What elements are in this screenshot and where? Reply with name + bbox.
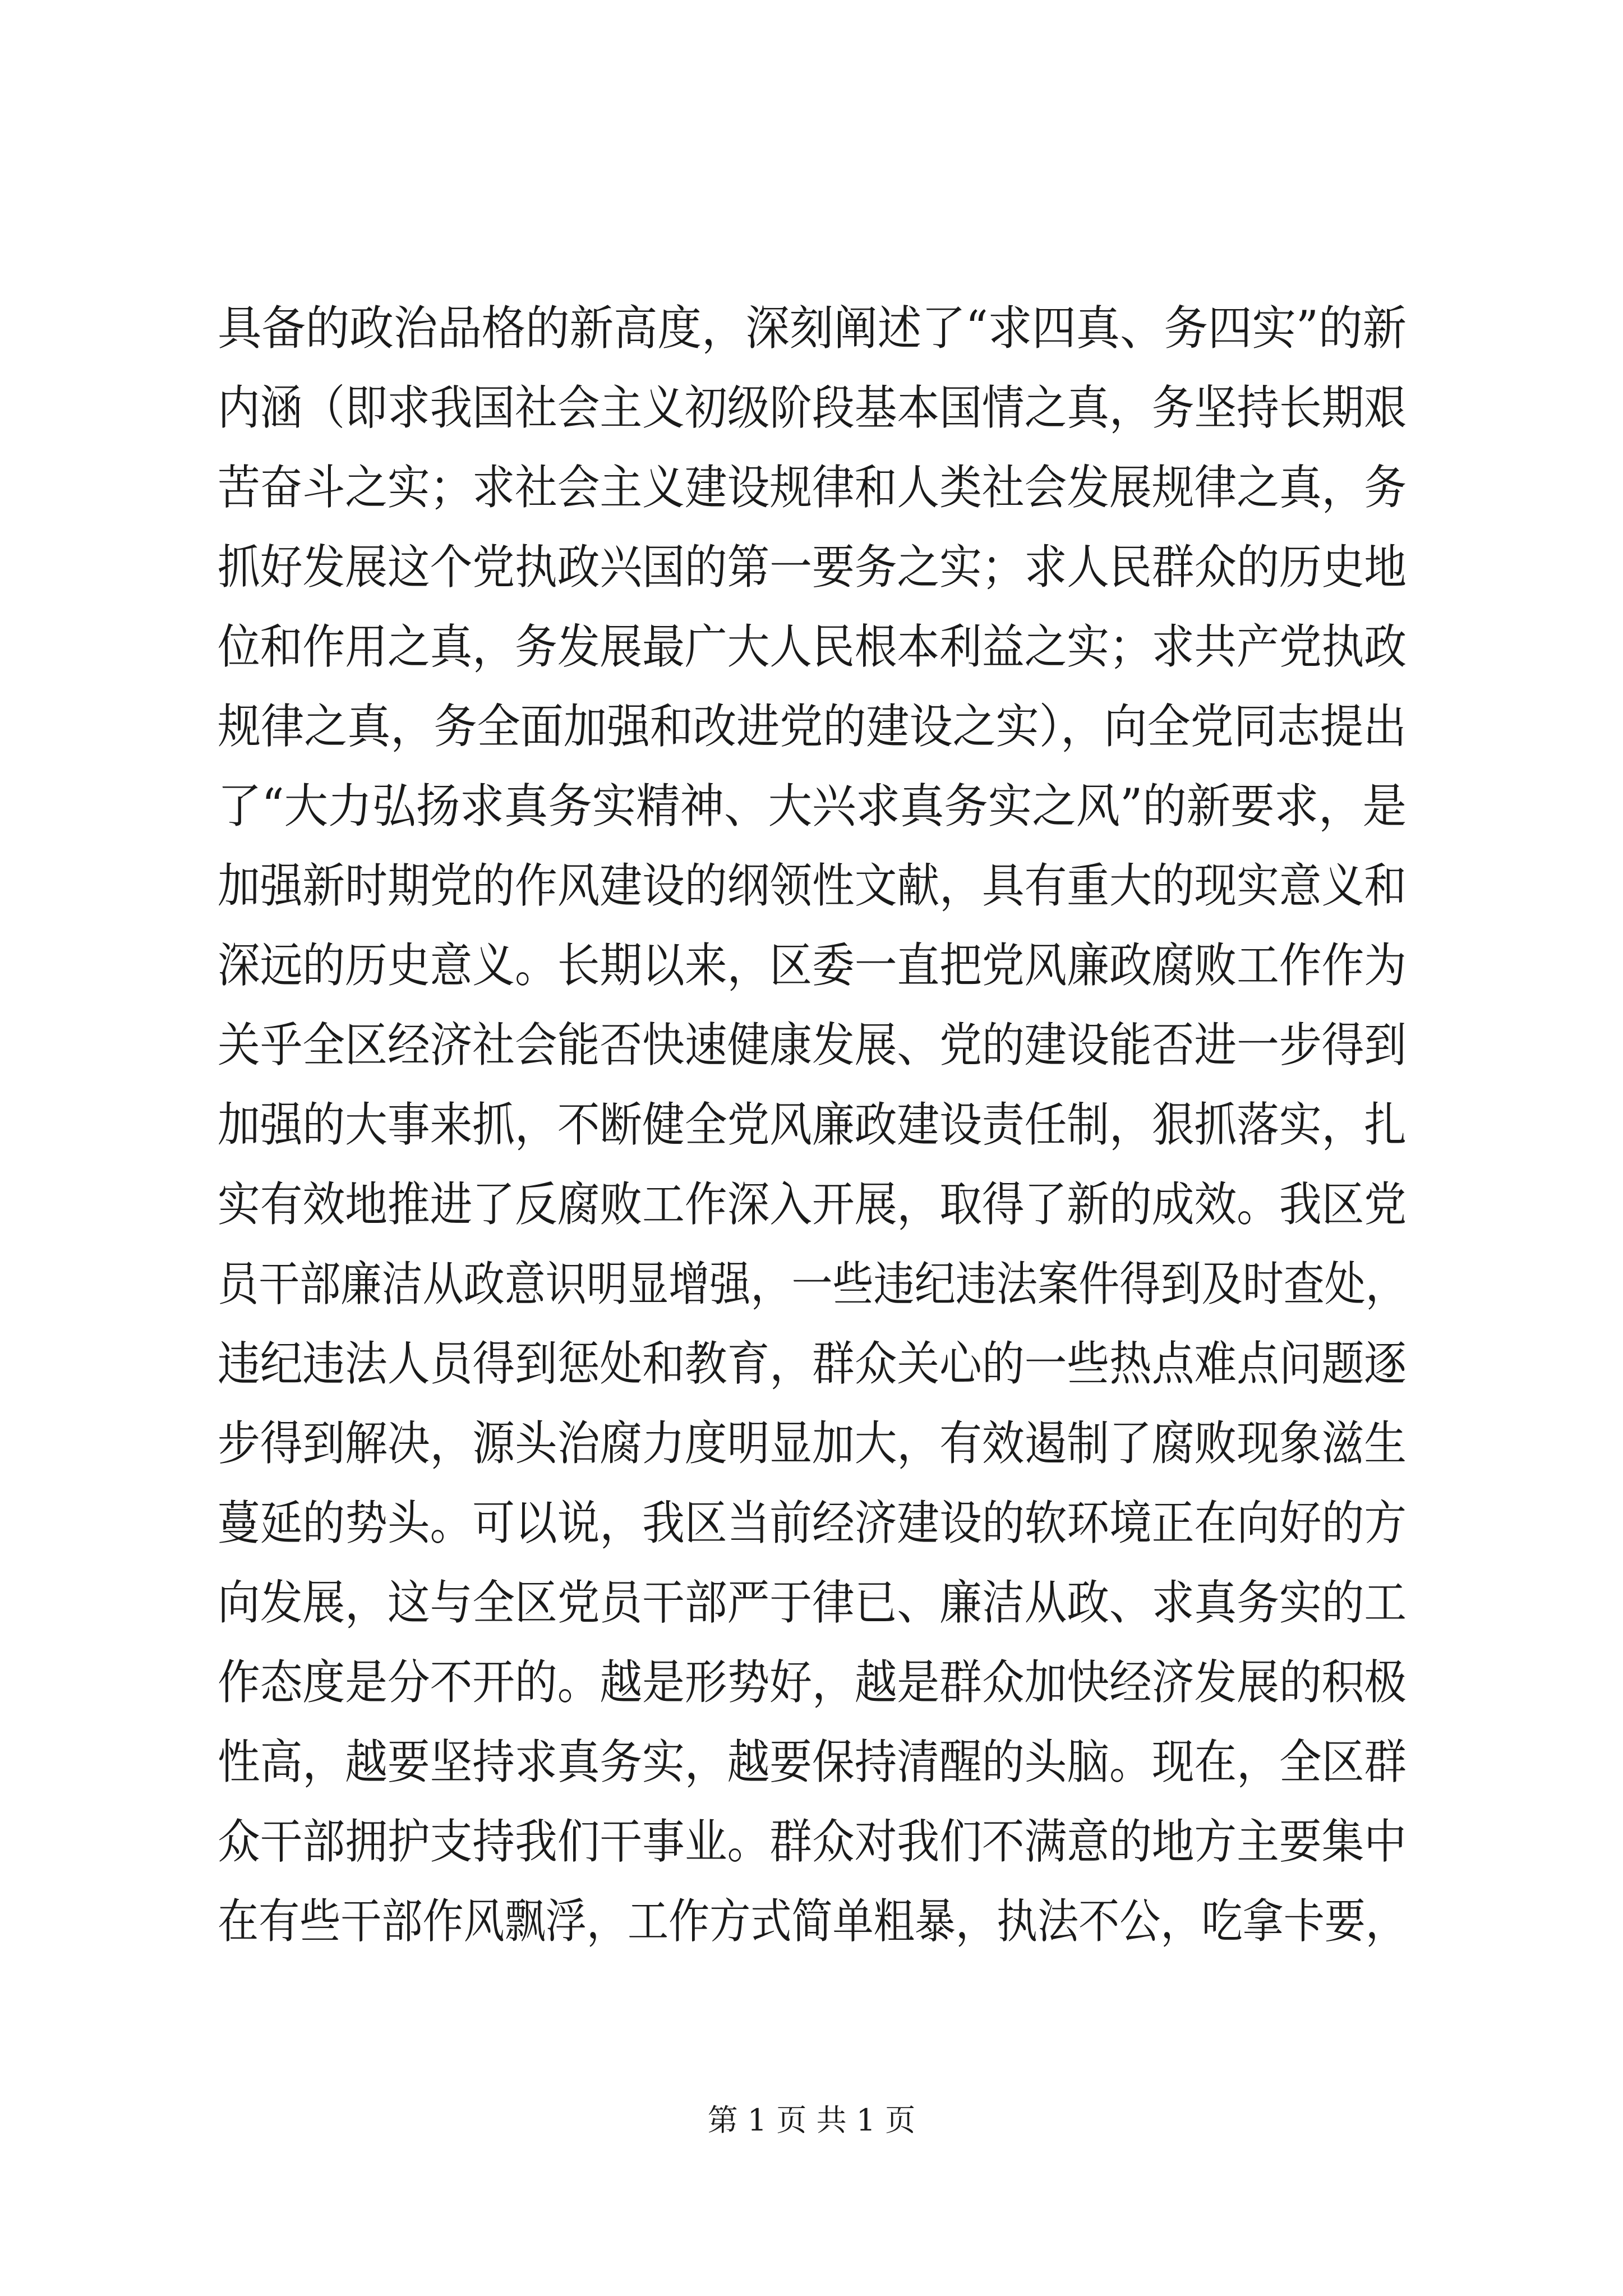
paragraph-line: 性高，越要坚持求真务实，越要保持清醒的头脑。现在，全区群 [218,1734,1407,1789]
paragraph-line: 深远的历史意义。长期以来，区委一直把党风廉政腐败工作作为 [218,938,1407,993]
paragraph-line: 位和作用之真，务发展最广大人民根本利益之实；求共产党执政 [218,619,1407,674]
paragraph-line: 实有效地推进了反腐败工作深入开展，取得了新的成效。我区党 [218,1177,1407,1232]
paragraph-line: 抓好发展这个党执政兴国的第一要务之实；求人民群众的历史地 [218,540,1407,595]
page-number-label: 第 1 页 共 1 页 [707,2102,916,2138]
paragraph-line: 向发展，这与全区党员干部严于律已、廉洁从政、求真务实的工 [218,1575,1407,1630]
paragraph-line: 蔓延的势头。可以说，我区当前经济建设的软环境正在向好的方 [218,1496,1407,1550]
paragraph-line: 在有些干部作风飘浮，工作方式简单粗暴，执法不公，吃拿卡要， [218,1894,1407,1949]
paragraph-line: 众干部拥护支持我们干事业。群众对我们不满意的地方主要集中 [218,1814,1407,1869]
paragraph-line: 苦奋斗之实；求社会主义建设规律和人类社会发展规律之真，务 [218,460,1407,515]
paragraph-line: 规律之真，务全面加强和改进党的建设之实），向全党同志提出 [218,699,1407,754]
paragraph-line: 了“大力弘扬求真务实精神、大兴求真务实之风”的新要求，是 [218,779,1407,834]
paragraph-line: 加强新时期党的作风建设的纲领性文献，具有重大的现实意义和 [218,858,1407,913]
paragraph-line: 具备的政治品格的新高度，深刻阐述了“求四真、务四实”的新 [218,301,1407,356]
paragraph-line: 违纪违法人员得到惩处和教育，群众关心的一些热点难点问题逐 [218,1336,1407,1391]
paragraph-line: 员干部廉洁从政意识明显增强，一些违纪违法案件得到及时查处， [218,1257,1407,1312]
page-footer [0,2098,1623,2143]
paragraph-line: 关乎全区经济社会能否快速健康发展、党的建设能否进一步得到 [218,1018,1407,1073]
paragraph-line: 内涵（即求我国社会主义初级阶段基本国情之真，务坚持长期艰 [218,380,1407,435]
paragraph-line: 作态度是分不开的。越是形势好，越是群众加快经济发展的积极 [218,1655,1407,1710]
paragraph-line: 步得到解决，源头治腐力度明显加大，有效遏制了腐败现象滋生 [218,1416,1407,1471]
paragraph-line: 加强的大事来抓，不断健全党风廉政建设责任制，狠抓落实，扎 [218,1097,1407,1152]
